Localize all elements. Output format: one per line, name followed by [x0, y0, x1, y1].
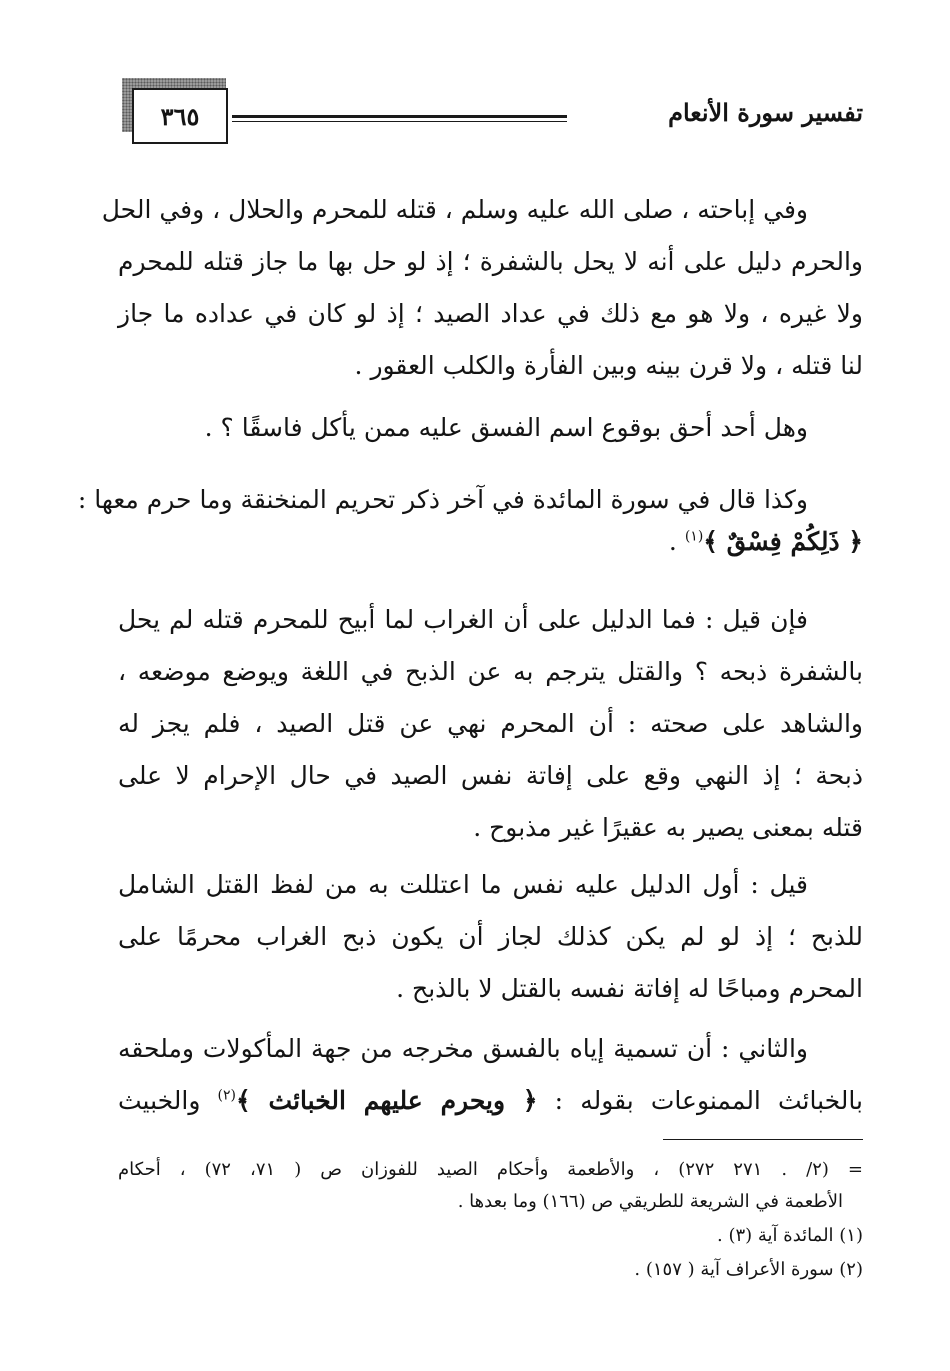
- line-text: والخبيث: [118, 1086, 218, 1115]
- body-line: قيل : أول الدليل عليه نفس ما اعتللت به من لفظ القتل الشامل: [118, 870, 808, 899]
- footnote-separator: [663, 1139, 863, 1140]
- body-line: وفي إباحته ، صلى الله عليه وسلم ، قتله للمحرم والحلال ، وفي الحل: [101, 195, 808, 224]
- body-line: بالشفرة ذبحه ؟ والقتل يترجم به عن الذبح في اللغة ويوضع موضعه ،: [118, 657, 863, 686]
- body-line: والثاني : أن تسمية إياه بالفسق مخرجه من جهة المأكولات وملحقه: [118, 1034, 808, 1063]
- body-line: والشاهد على صحته : أن المحرم نهي عن قتل الصيد ، فلم يجز له: [118, 709, 863, 738]
- body-line: فإن قيل : فما الدليل على أن الغراب لما أبيح للمحرم قتله لم يحل: [118, 605, 809, 634]
- body-line: والحرم دليل على أنه لا يحل بالشفرة ؛ إذ لو حل بها ما جاز قتله للمحرم: [118, 247, 863, 276]
- body-line: ولا غيره ، ولا هو مع ذلك في عداد الصيد ؛ إذ لو كان في عداده ما جاز: [118, 299, 863, 328]
- footnote-ref: (١): [684, 528, 704, 545]
- footnote-continuation: = (٢/ . ٢٧١ ٢٧٢) ، والأطعمة وأحكام الصيد للفوزان ص ( ٧١، ٧٢) ، أحكام: [118, 1159, 864, 1180]
- page-number-frame: [122, 78, 232, 148]
- footnote-continuation: الأطعمة في الشريعة للطريقي ص (١٦٦) وما بعدها .: [457, 1191, 843, 1212]
- body-line-with-verse: [118, 1081, 863, 1121]
- header-rule-thick: [232, 115, 567, 118]
- quran-verse: ﴿ ذَلِكُمْ فِسْقٌ ﴾: [703, 527, 863, 556]
- footnote-ref: (٢): [217, 1087, 237, 1104]
- page-number: ٣٦٥: [132, 88, 228, 144]
- footnote-1: (١) المائدة آية (٣) .: [717, 1225, 863, 1246]
- running-title: تفسير سورة الأنعام: [668, 98, 863, 127]
- body-line: وكذا قال في سورة المائدة في آخر ذكر تحريم المنخنقة وما حرم معها :: [77, 485, 808, 514]
- body-line-with-verse: [118, 522, 863, 562]
- body-line: للذبح ؛ إذ لو لم يكن كذلك لجاز أن يكون ذبح الغراب محرمًا على: [118, 922, 863, 951]
- body-line: وهل أحد أحق بوقوع اسم الفسق عليه ممن يأكل فاسقًا ؟ .: [204, 413, 808, 442]
- body-line: لنا قتله ، ولا قرن بينه وبين الفأرة والكلب العقور .: [354, 351, 863, 380]
- header-rule-thin: [232, 121, 567, 122]
- quran-verse: ﴿ ويحرم عليهم الخبائث ﴾: [236, 1086, 538, 1115]
- body-line: قتله بمعنى يصير به عقيرًا غير مذبوح .: [473, 813, 863, 842]
- body-line: المحرم ومباحًا له إفاتة نفسه بالقتل لا بالذبح .: [396, 974, 863, 1003]
- footnote-2: (٢) سورة الأعراف آية ( ١٥٧) .: [634, 1259, 863, 1280]
- verse-tail: .: [668, 527, 685, 556]
- line-text: بالخبائث الممنوعات بقوله :: [537, 1086, 864, 1115]
- body-line: ذبحة ؛ إذ النهي وقع على إفاتة نفس الصيد في حال الإحرام لا على: [118, 761, 863, 790]
